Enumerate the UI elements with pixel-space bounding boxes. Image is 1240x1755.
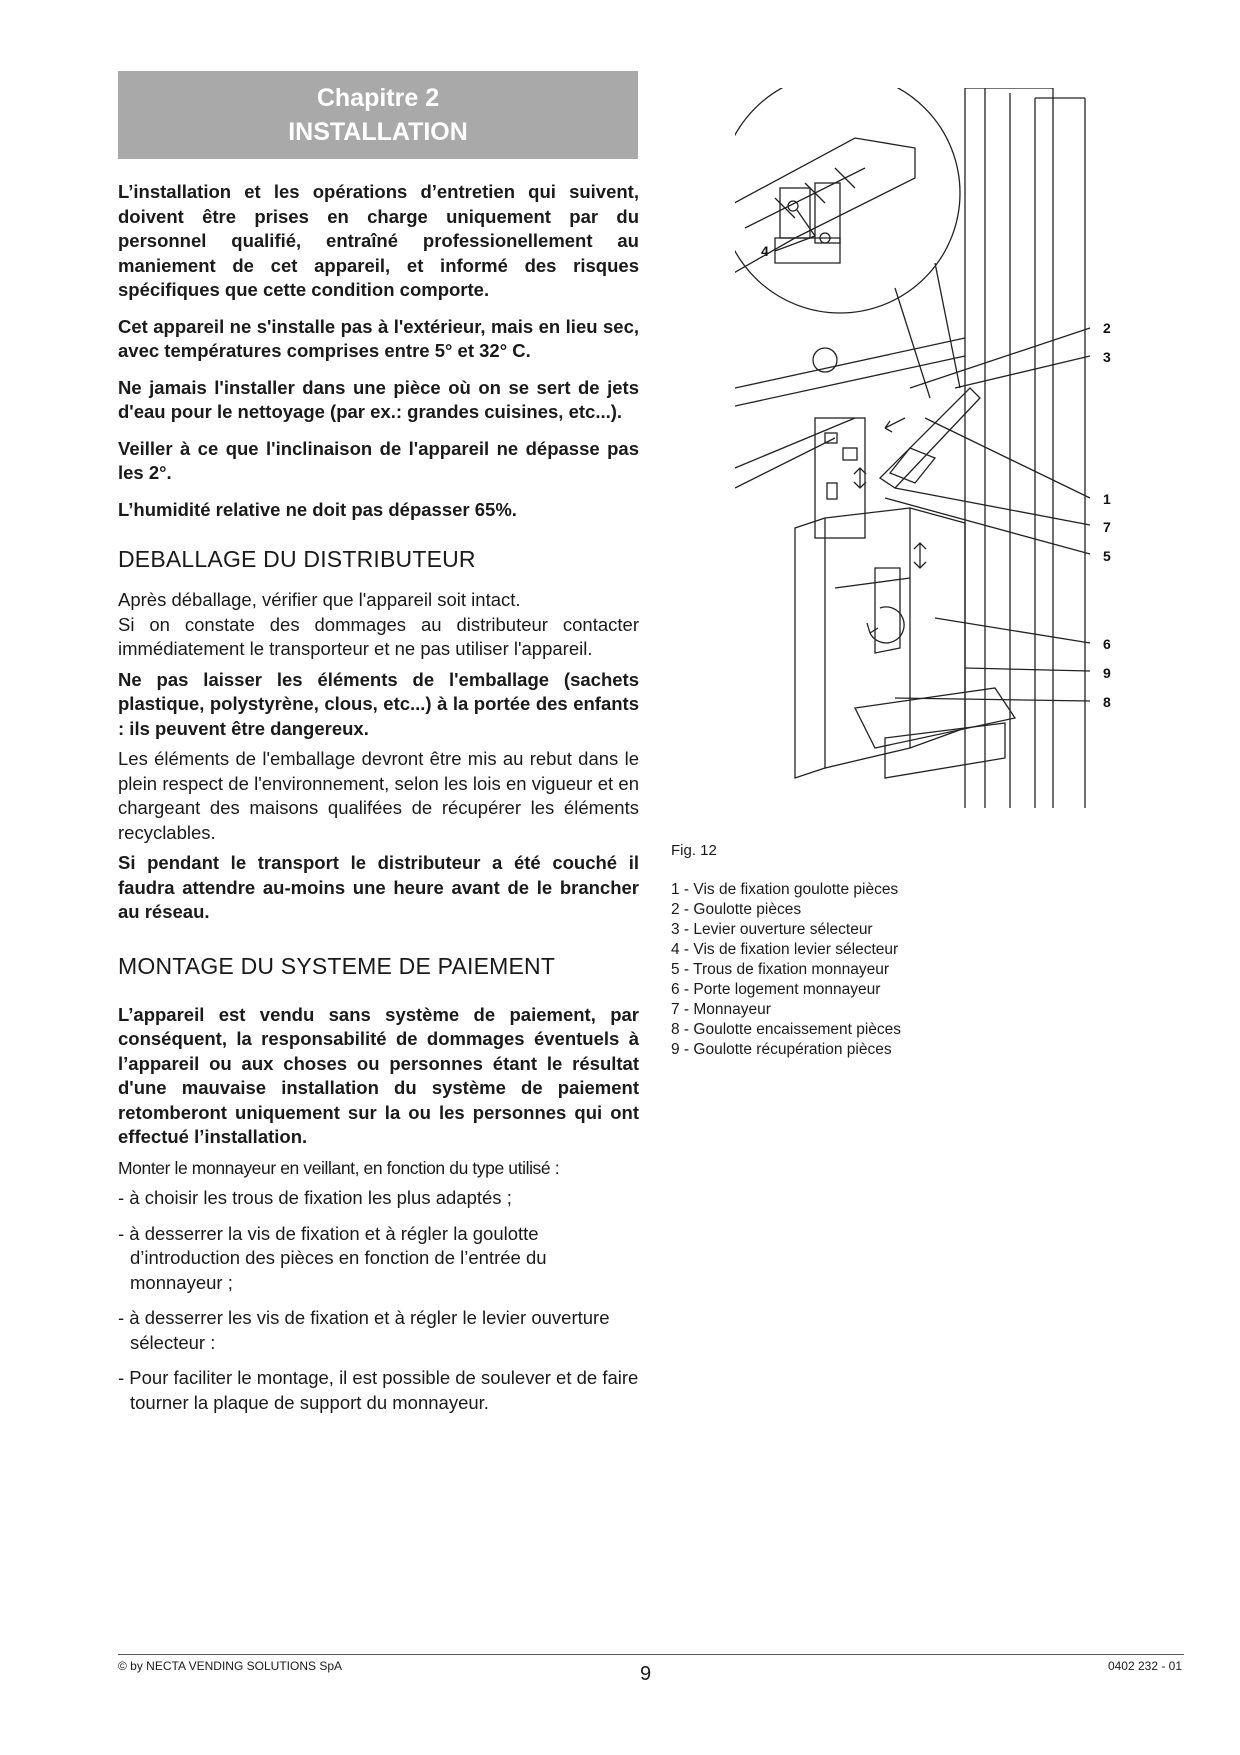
list-item: - à desserrer les vis de fixation et à régler le levier ouverture sélecteur : <box>118 1307 610 1353</box>
legend-item: 2 - Goulotte pièces <box>671 901 802 918</box>
legend-item: 5 - Trous de fixation monnayeur <box>671 961 889 978</box>
callout-1: 1 <box>1103 491 1111 507</box>
unpacking-paragraph: Si on constate des dommages au distributeur contacter immédiatement le transporteur et ne pas utiliser l'appareil. <box>118 613 639 659</box>
payment-lead: Monter le monnayeur en veillant, en fonction du type utilisé : <box>118 1157 560 1178</box>
intro-paragraph: Ne jamais l'installer dans une pièce où on se sert de jets d'eau pour le nettoyage (par ex.: grandes cuisines, etc...). <box>118 376 639 422</box>
callout-8: 8 <box>1103 694 1111 710</box>
footer-divider <box>118 1654 1184 1655</box>
intro-paragraph: L’humidité relative ne doit pas dépasser 65%. <box>118 498 517 520</box>
unpacking-paragraph: Après déballage, vérifier que l'appareil soit intact. <box>118 589 521 610</box>
list-item: - à desserrer la vis de fixation et à régler la goulotte d’introduction des pièces en fonction de l’entrée du monnayeur ; <box>118 1222 547 1293</box>
callout-6: 6 <box>1103 636 1111 652</box>
figure-legend <box>671 880 901 1060</box>
callout-2: 2 <box>1103 320 1111 336</box>
intro-paragraph: Veiller à ce que l'inclinaison de l'appareil ne dépasse pas les 2°. <box>118 437 639 483</box>
callout-3: 3 <box>1103 349 1111 365</box>
list-item: - Pour faciliter le montage, il est possible de soulever et de faire tourner la plaque de support du monnayeur. <box>118 1367 639 1413</box>
figure-12-drawing <box>735 88 1190 808</box>
coin-mechanism-illustration <box>735 88 1190 808</box>
legend-item: 7 - Monnayeur <box>671 1001 771 1018</box>
callout-4: 4 <box>761 243 769 259</box>
unpacking-warning: Si pendant le transport le distributeur a été couché il faudra attendre au-moins une heure avant de le brancher au réseau. <box>118 852 639 922</box>
section-title-unpacking: DEBALLAGE DU DISTRIBUTEUR <box>118 546 476 572</box>
callout-9: 9 <box>1103 665 1111 681</box>
list-item: - à choisir les trous de fixation les plus adaptés ; <box>118 1187 512 1208</box>
unpacking-warning: Ne pas laisser les éléments de l'emballage (sachets plastique, polystyrène, clous, etc...) à la portée des enfants : ils peuvent être dangereux. <box>118 668 639 739</box>
section-title-payment: MONTAGE DU SYSTEME DE PAIEMENT <box>118 952 556 979</box>
footer-copyright: © by NECTA VENDING SOLUTIONS SpA <box>118 1659 343 1673</box>
legend-item: 1 - Vis de fixation goulotte pièces <box>671 881 899 898</box>
legend-item: 8 - Goulotte encaissement pièces <box>671 1021 902 1038</box>
legend-item: 6 - Porte logement monnayeur <box>671 981 881 998</box>
intro-paragraph: L’installation et les opérations d’entretien qui suivent, doivent être prises en charge uniquement par du personnel qualifié, entraîné professionellement au maniement de cet appareil, et informé des risques spécifiques que cette condition comporte. <box>118 181 639 300</box>
legend-item: 9 - Goulotte récupération pièces <box>671 1041 892 1058</box>
callout-5: 5 <box>1103 548 1111 564</box>
figure-caption: Fig. 12 <box>671 842 717 859</box>
legend-item: 4 - Vis de fixation levier sélecteur <box>671 941 899 958</box>
intro-paragraph: Cet appareil ne s'installe pas à l'extérieur, mais en lieu sec, avec températures comprises entre 5° et 32° C. <box>118 315 639 361</box>
callout-7: 7 <box>1103 519 1111 535</box>
chapter-title: INSTALLATION <box>288 118 468 146</box>
unpacking-paragraph: Les éléments de l'emballage devront être mis au rebut dans le plein respect de l'environnement, selon les lois en vigueur et en chargeant des maisons qualifées de récupérer les éléments recyclables. <box>118 748 639 843</box>
main-text-column <box>118 180 639 1426</box>
chapter-header <box>118 71 638 159</box>
payment-warning: L’appareil est vendu sans système de paiement, par conséquent, la responsabilité de dommages éventuels à l’appareil ou aux choses ou personnes étant le résultat d'une mauvaise installation du système de paiement retomberont uniquement sur la ou les personnes qui ont effectué l’installation. <box>118 1003 639 1147</box>
legend-item: 3 - Levier ouverture sélecteur <box>671 921 873 938</box>
chapter-number: Chapitre 2 <box>316 84 440 112</box>
page-number: 9 <box>640 1663 652 1685</box>
document-code: 0402 232 - 01 <box>1107 1659 1182 1673</box>
